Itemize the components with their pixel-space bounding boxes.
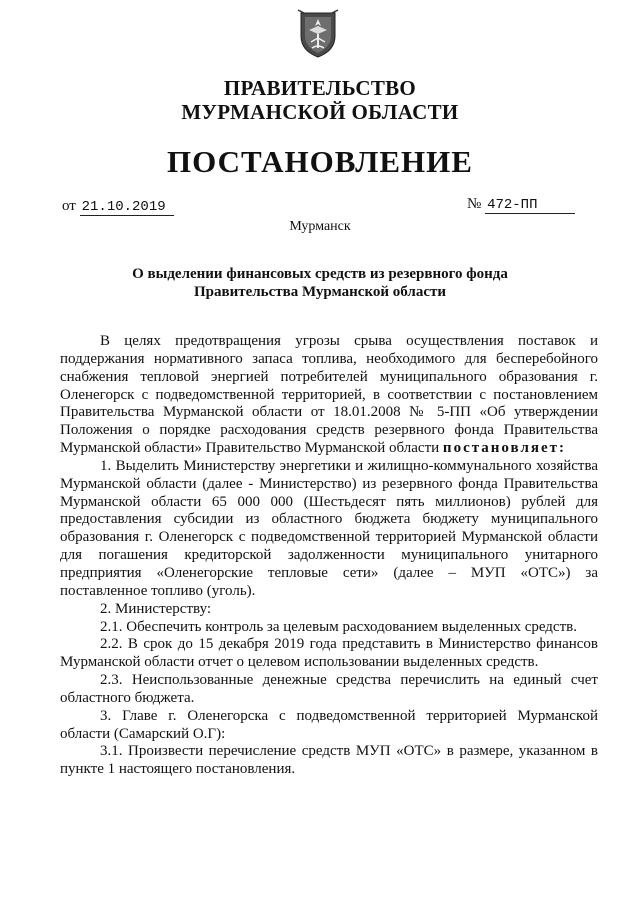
resolves-word: постановляет: [442, 440, 566, 457]
preamble-text: В целях предотвращения угрозы срыва осуществления поставок и поддержания нормативного запаса топлива, необходимого для бесперебойного снабжения тепловой энергией потребителей муниципального образования г. Оленегорск с подведомственной территорией, в соответствии с постановлением Правительства Мурманской области от 18.01.2008 № 5-ПП «Об утверждении Положения о порядке расходования средств резервного фонда Правительства Мурманской области» Правительство Мурманской области [60, 333, 598, 457]
subject-line2: Правительства Мурманской области [193, 284, 447, 300]
org-name-line1: ПРАВИТЕЛЬСТВО [223, 76, 417, 100]
paragraph-1: 1. Выделить Министерству энергетики и жилищно-коммунального хозяйства Мурманской области (далее - Министерство) из резервного фонда Правительства Мурманской области 65 000 000 (Шестьдесят пять миллионов) рублей для предоставления субсидии из областного бюджета бюджету муниципального образования г. Оленегорск с подведомственной территорией Мурманской области для погашения кредиторской задолженности муниципального унитарного предприятия «Оленегорские тепловые сети» (далее – МУП «ОТС») за поставленное топливо (уголь). [60, 457, 598, 599]
document-subject [100, 265, 540, 301]
subject-line1: О выделении финансовых средств из резервного фонда [132, 266, 508, 282]
document-type: ПОСТАНОВЛЕНИЕ [167, 144, 473, 179]
document-body [60, 333, 598, 779]
date-line [62, 198, 174, 216]
number-line [467, 196, 575, 214]
number-prefix: № [467, 196, 482, 212]
document-date: 21.10.2019 [80, 199, 174, 216]
paragraph-2-2: 2.2. В срок до 15 декабря 2019 года представить в Министерство финансов Мурманской области отчет о целевом использовании выделенных средств. [60, 636, 598, 671]
preamble-paragraph [60, 333, 598, 458]
paragraph-3-1: 3.1. Произвести перечисление средств МУП «ОТС» в размере, указанном в пункте 1 настоящего постановления. [60, 743, 598, 778]
paragraph-2-1: 2.1. Обеспечить контроль за целевым расходованием выделенных средств. [100, 618, 577, 635]
document-number: 472-ПП [485, 197, 575, 214]
coat-of-arms-icon [296, 8, 340, 58]
paragraph-2: 2. Министерству: [100, 600, 212, 617]
date-prefix: от [62, 198, 76, 214]
city: Мурманск [289, 219, 351, 234]
paragraph-3: 3. Главе г. Оленегорска с подведомственной территорией Мурманской области (Самарский О.Г): [60, 707, 598, 742]
org-name-line2: МУРМАНСКОЙ ОБЛАСТИ [181, 100, 459, 124]
paragraph-2-3: 2.3. Неиспользованные денежные средства перечислить на единый счет областного бюджета. [60, 672, 598, 706]
